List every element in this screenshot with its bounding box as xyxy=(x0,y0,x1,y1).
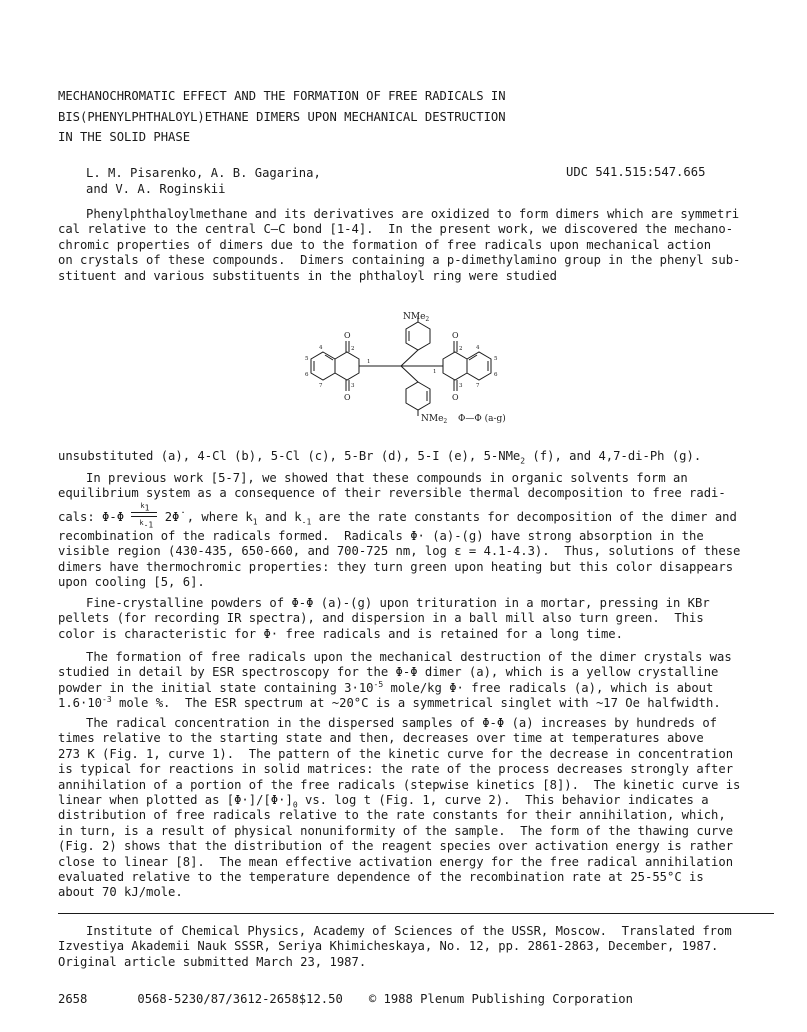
page-footer xyxy=(58,992,774,1007)
text-line: dimers have thermochromic properties: they turn green upon heating but this color disappears xyxy=(58,559,734,574)
author-line: and V. A. Roginskii xyxy=(86,182,226,196)
svg-text:4: 4 xyxy=(476,345,480,351)
text-line: chromic properties of dimers due to the formation of free radicals upon mechanical action xyxy=(58,237,712,252)
svg-text:7: 7 xyxy=(476,383,480,389)
title-line: IN THE SOLID PHASE xyxy=(58,130,191,144)
intro-paragraph xyxy=(58,207,774,284)
text-line: Original article submitted March 23, 1987. xyxy=(58,954,367,969)
right-dione-ring xyxy=(443,352,467,380)
text-line: The formation of free radicals upon the mechanical destruction of the dimer crystals was xyxy=(86,650,732,664)
svg-text:6: 6 xyxy=(494,372,498,378)
text-line: close to linear [8]. The mean effective activation energy for the free radical annihilation xyxy=(58,854,734,869)
article-title xyxy=(58,86,774,148)
svg-text:2: 2 xyxy=(459,346,463,352)
text-line: evaluated relative to the temperature dependence of the recombination rate at 25-55°C is xyxy=(58,870,704,885)
title-line: MECHANOCHROMATIC EFFECT AND THE FORMATION OF FREE RADICALS IN xyxy=(58,89,506,103)
text-line: unsubstituted (a), 4-Cl (b), 5-Cl (c), 5-Br (d), 5-I (e), 5-NMe$_2$ (f), and 4,7-di-Ph (g). xyxy=(58,449,702,466)
affiliation-footnote xyxy=(58,924,774,970)
text-line: stituent and various substituents in the phthaloyl ring were studied xyxy=(58,268,557,283)
text-line: studied in detail by ESR spectroscopy for the Φ-Φ dimer (a), which is a yellow crystalline xyxy=(58,665,719,680)
text-line: (Fig. 2) shows that the distribution of the reagent species over activation energy is rather xyxy=(58,839,734,854)
text-line: is typical for reactions in solid matrices: the rate of the process decreases strongly after xyxy=(58,762,734,777)
text-line: The radical concentration in the dispersed samples of Φ-Φ (a) increases by hundreds of xyxy=(86,716,718,730)
text-line: cals: Φ-Φ $\frac{k_1}{k_{-1}}$ 2Φ˙, where $k_1$ and $k_{-1}$ are the rate constants for decomposition of the dimer and xyxy=(58,502,737,530)
text-line: distribution of free radicals relative to the rate constants for their annihilation, which, xyxy=(58,808,726,823)
nme2-bottom-label: NMe$_2$ xyxy=(421,414,448,425)
esr-paragraph xyxy=(58,650,774,712)
page-number: 2658 xyxy=(58,992,88,1006)
svg-text:4: 4 xyxy=(319,345,323,351)
svg-text:7: 7 xyxy=(319,383,323,389)
text-line: recombination of the radicals formed. Radicals Φ· (a)-(g) have strong absorption in the xyxy=(58,529,704,543)
svg-text:5: 5 xyxy=(305,356,309,362)
text-line: In previous work [5-7], we showed that these compounds in organic solvents form an xyxy=(86,471,688,485)
text-line: about 70 kJ/mole. xyxy=(58,885,183,900)
text-line: upon cooling [5, 6]. xyxy=(58,575,205,590)
bottom-phenyl-ring xyxy=(406,382,430,410)
oxygen-label: O xyxy=(344,393,351,402)
svg-text:3: 3 xyxy=(459,383,463,389)
svg-text:5: 5 xyxy=(494,356,498,362)
substituent-list xyxy=(58,449,774,464)
right-benzo-ring xyxy=(467,352,491,380)
structure-caption: Φ—Φ (a-g) xyxy=(458,414,506,424)
footnote-rule xyxy=(58,913,774,914)
text-line: equilibrium system as a consequence of their reversible thermal decomposition to free radi- xyxy=(58,486,726,501)
oxygen-label: O xyxy=(344,331,351,340)
text-line: visible region (430-435, 650-660, and 700-725 nm, log ε = 4.1-4.3). Thus, solutions of these xyxy=(58,544,741,559)
author-list xyxy=(86,165,321,197)
text-line: pellets (for recording IR spectra), and dispersion in a ball mill also turn green. This xyxy=(58,611,704,626)
text-line: annihilation of a portion of the free radicals (stepwise kinetics [8]). The kinetic curve is xyxy=(58,777,741,792)
left-benzo-ring xyxy=(311,352,335,380)
svg-text:3: 3 xyxy=(351,383,355,389)
text-line: on crystals of these compounds. Dimers containing a p-dimethylamino group in the phenyl sub- xyxy=(58,253,741,268)
text-line: Institute of Chemical Physics, Academy of Sciences of the USSR, Moscow. Translated from xyxy=(86,924,732,938)
text-line: $1.6\cdot 10^{-3}$ mole %. The ESR spectrum at ~20°C is a symmetrical singlet with ~17 Oe halfwidth. xyxy=(58,695,721,711)
nme2-top-label: NMe$_2$ xyxy=(403,312,430,323)
publication-code: 0568-5230/87/3612-2658$12.50 xyxy=(137,992,343,1006)
left-dione-ring xyxy=(335,352,359,380)
title-line: BIS(PHENYLPHTHALOYL)ETHANE DIMERS UPON MECHANICAL DESTRUCTION xyxy=(58,109,506,124)
oxygen-label: O xyxy=(452,331,459,340)
text-line: Fine-crystalline powders of Φ-Φ (a)-(g) upon trituration in a mortar, pressing in KBr xyxy=(86,596,710,610)
svg-text:2: 2 xyxy=(351,346,355,352)
top-phenyl-ring xyxy=(406,322,430,350)
text-line: linear when plotted as $[\Phi\cdot]/[\Phi\cdot]_0$ vs. log t (Fig. 1, curve 2). This behavior indicates a xyxy=(58,793,709,810)
equilibrium-equation xyxy=(58,502,774,530)
concentration-paragraph xyxy=(58,716,774,901)
dimer-structure-diagram xyxy=(283,308,573,428)
svg-text:6: 6 xyxy=(305,372,309,378)
equilibrium-arrows: $\frac{k_1}{k_{-1}}$ xyxy=(131,509,157,523)
text-line: Phenylphthaloylmethane and its derivatives are oxidized to form dimers which are symmetri xyxy=(86,207,740,221)
text-line: color is characteristic for Φ· free radicals and is retained for a long time. xyxy=(58,626,623,641)
svg-text:1: 1 xyxy=(433,369,437,375)
text-line: cal relative to the central C–C bond [1-4]. In the present work, we discovered the mechano- xyxy=(58,222,734,237)
previous-work-paragraph xyxy=(58,471,774,502)
author-line: L. M. Pisarenko, A. B. Gagarina, xyxy=(86,166,321,180)
copyright-line: © 1988 Plenum Publishing Corporation xyxy=(368,992,633,1006)
svg-text:1: 1 xyxy=(367,359,371,365)
oxygen-label: O xyxy=(452,393,459,402)
text-line: in turn, is a result of physical nonuniformity of the sample. The form of the thawing curve xyxy=(58,823,734,838)
powders-paragraph xyxy=(58,596,774,642)
text-line: 273 K (Fig. 1, curve 1). The pattern of the kinetic curve for the decrease in concentration xyxy=(58,746,734,761)
text-line: powder in the initial state containing $3\cdot 10^{-5}$ mole/kg Φ· free radicals (a), which is about xyxy=(58,679,714,695)
text-line: times relative to the starting state and then, decreases over time at temperatures above xyxy=(58,731,704,746)
udc-code: UDC 541.515:547.665 xyxy=(566,165,706,179)
recombination-paragraph xyxy=(58,529,774,591)
text-line: Izvestiya Akademii Nauk SSSR, Seriya Khimicheskaya, No. 12, pp. 2861-2863, December, 1987. xyxy=(58,939,719,954)
